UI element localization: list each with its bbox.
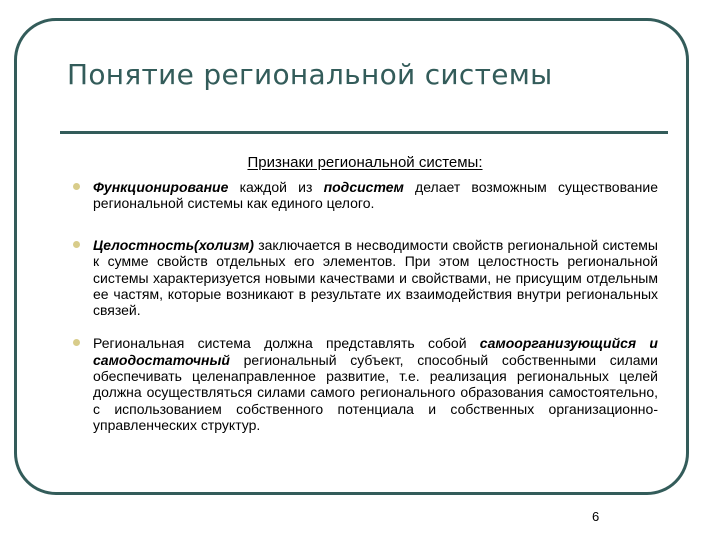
bullet-item-self-organization (72, 335, 658, 433)
bullet-text-part: заключается в несводимости свойств региональной системы к сумме свойств отдельных его элементов. При этом целостность региональной системы характеризуется новыми качествами и свойствами, не присущим отдельным ее частям, которые возникают в результате их взаимодействия внутри региональных связей. (93, 237, 658, 319)
bullet-text-part: Региональная система должна представлять собой (93, 335, 480, 352)
slide-subtitle (0, 154, 720, 171)
bullet-dot-icon (73, 241, 80, 248)
bullet-text-part: региональный субъект, способный собственными силами обеспечивать целенаправленное развитие, т.е. реализация региональных целей должна осуществляться силами самого регионального образования самостоятельно, с использованием собственного потенциала и собственных организационно-управленческих структур. (93, 351, 658, 433)
bullet-text-part: подсистем (323, 179, 404, 195)
title-divider (60, 131, 668, 134)
bullet-item-functioning (72, 179, 658, 220)
slide-title: Понятие региональной системы (67, 58, 553, 91)
bullet-text-part: самоорганизующийся и самодостаточный (93, 335, 658, 368)
bullet-text-part: Функционирование (93, 179, 229, 195)
page-number: 6 (592, 509, 600, 524)
bullet-dot-icon (73, 183, 80, 190)
bullet-text-part: каждой из (228, 179, 324, 195)
bullet-list (72, 179, 658, 433)
bullet-dot-icon (73, 339, 80, 346)
bullet-text-part: Целостность(холизм) (93, 237, 254, 253)
bullet-item-integrity (72, 237, 658, 318)
bullet-text-part: делает возможным существование региональной системы как единого целого. (93, 179, 658, 212)
slide-subtitle-text: Признаки региональной системы: (247, 154, 483, 171)
